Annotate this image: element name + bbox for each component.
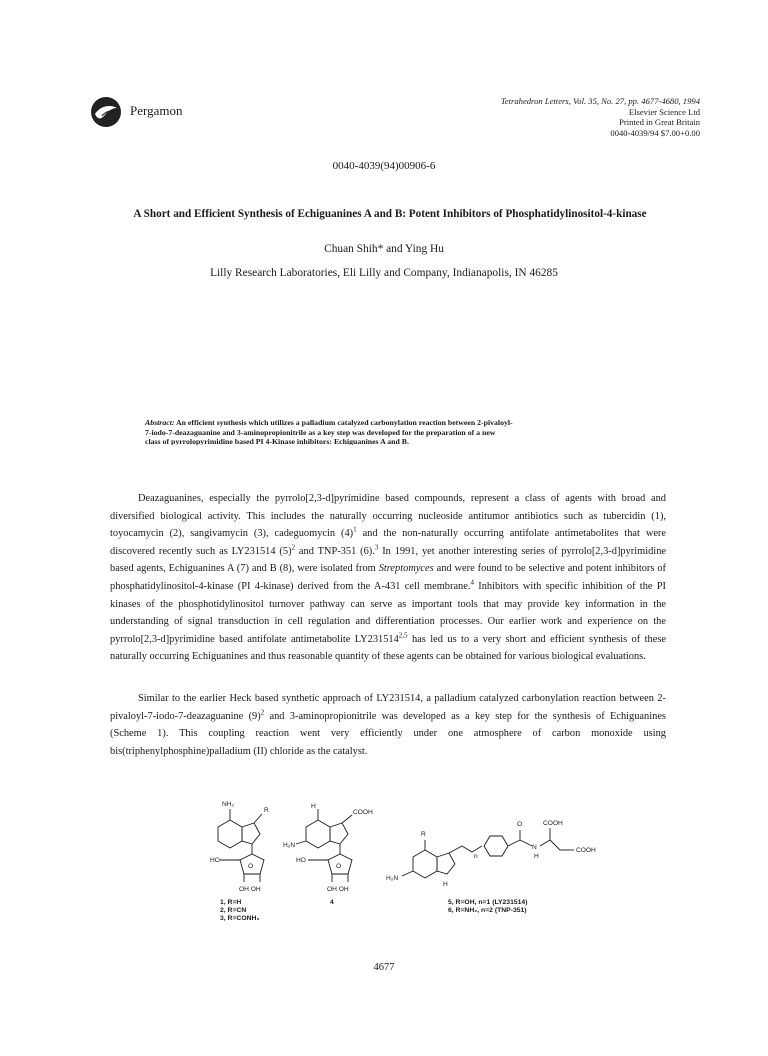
n-label-5: N (532, 844, 537, 851)
cooh-label-5a: COOH (543, 820, 563, 827)
p2-text-b: and 3-aminopropionitrile was developed as a key step for the synthesis of Echiguanines (Scheme 1). This coupling reaction went very efficiently under one atmosphere of carbon monoxide using bis(triphenylphosphine)palladium (II) chloride as the catalyst. (110, 710, 666, 757)
h2n-label-4: H₂N (283, 842, 296, 849)
r-label-5: R (421, 831, 426, 838)
oh-label-1: OH OH (239, 886, 261, 893)
article-authors: Chuan Shih* and Ying Hu (324, 243, 444, 255)
ref-6: 2 (260, 708, 265, 717)
ref-2: 2 (291, 543, 296, 552)
ref-5: 2,5 (398, 631, 408, 640)
body-paragraph-1 (110, 490, 666, 666)
chemical-structures-figure (190, 796, 620, 926)
h-amide-label: H (534, 853, 539, 860)
oh-label-4: OH OH (327, 886, 349, 893)
publisher-name: Pergamon (130, 103, 183, 118)
journal-printed: Printed in Great Britain (619, 117, 700, 128)
journal-citation: Tetrahedron Letters, Vol. 35, No. 27, pp. 4677-4680, 1994 (500, 96, 700, 106)
compound-label-2: 2, R=CN (220, 907, 247, 914)
ref-1: 1 (353, 525, 357, 534)
h-label-4: H (311, 803, 316, 810)
ho-label-4: HO (296, 857, 306, 864)
compound-label-4: 4 (330, 899, 334, 906)
compound-label-1: 1, R=H (220, 899, 242, 906)
p2-text-a: Similar to the earlier Heck based synthetic approach of LY231514, a palladium catalyzed carbonylation reaction between 2-pivaloyl-7-iodo-7-deazaguanine (9) (110, 693, 666, 722)
o-label-1: O (248, 863, 254, 870)
journal-price: 0040-4039/94 $7.00+0.00 (610, 127, 700, 138)
p1-streptomyces: Streptomyces (378, 563, 434, 575)
h-label-5: H (443, 881, 448, 888)
p1-text-b: and the non-naturally occurring antifolate antimetabolites that were discovered recently such as LY231514 (5) (110, 528, 667, 557)
compound-label-6: 6, R=NH₂, n=2 (TNP-351) (448, 907, 527, 914)
abstract-label: Abstract: (145, 418, 175, 427)
o-label-4: O (336, 863, 342, 870)
body-paragraph-2 (110, 690, 666, 760)
n-sub-label: n (474, 853, 478, 860)
p1-text-e: and were found to be selective and potent inhibitors of phosphatidylinositol-4-kinase (PI 4-kinase) derived from the A-431 cell membrane. (110, 563, 666, 592)
abstract-line-2: 7-iodo-7-deazaguanine and 3-aminopropionitrile as a key step was developed for the preparation of a new (145, 427, 496, 437)
doi-code: 0040-4039(94)00906-6 (332, 160, 436, 172)
ho-label-1: HO (210, 857, 220, 864)
p1-text-g: has led us to a very short and efficient synthesis of these naturally occurring Echiguanines and thus reasonable quantity of these agents can be obtained for various biological evaluations. (110, 633, 666, 663)
abstract-line-1: An efficient synthesis which utilizes a palladium catalyzed carbonylation reaction between 2-pivaloyl- (176, 418, 513, 427)
p1-text-c: and TNP-351 (6). (295, 545, 375, 557)
ref-3: 3 (374, 543, 379, 552)
p1-text-f: Inhibitors with specific inhibition of the PI kinases of the phosphotidylinositol turnover pathway can serve as important tools that may provide key information in the understanding of signal transduction in cell regulation and differentiation processes. Our earlier work and experience on the pyrrolo[2,3-d]pyrimidine based antifolate antimetabolite LY231514 (110, 580, 666, 645)
abstract-line-3: class of pyrrolopyrimidine based PI 4-Kinase inhibitors: Echiguanines A and B. (145, 437, 409, 446)
cooh-label-4: COOH (353, 809, 373, 816)
p1-text-a: Deazaguanines, especially the pyrrolo[2,3-d]pyrimidine based compounds, represent a class of agents with broad and diversified biological activity. This includes the naturally occurring nucleoside antitumor antibiotics such as tubercidin (1), toyocamycin (2), sangivamycin (3), cadeguomycin (4) (110, 493, 666, 540)
ref-4: 4 (470, 578, 474, 587)
nh2-label: NH₂ (222, 801, 235, 808)
page-number: 4677 (373, 962, 395, 973)
pergamon-logo-icon (90, 96, 122, 128)
r-label-1: R (264, 807, 269, 814)
abstract (145, 418, 625, 445)
cooh-label-5b: COOH (576, 847, 596, 854)
journal-publisher: Elsevier Science Ltd (628, 106, 700, 117)
journal-info (501, 96, 700, 138)
p1-text-d: In 1991, yet another interesting series of pyrrolo[2,3-d]pyrimidine based agents, Echiguanines A (7) and B (8), were isolated from (110, 545, 667, 575)
compound-label-3: 3, R=CONH₂ (220, 915, 260, 922)
compound-label-5: 5, R=OH, n=1 (LY231514) (448, 899, 528, 906)
o-label-5: O (517, 821, 523, 828)
article-title: A Short and Efficient Synthesis of Echiguanines A and B: Potent Inhibitors of Phosphatidylinositol-4-kinase (133, 208, 647, 220)
article-affiliation: Lilly Research Laboratories, Eli Lilly and Company, Indianapolis, IN 46285 (210, 267, 558, 279)
h2n-label-5: H₂N (386, 875, 399, 882)
